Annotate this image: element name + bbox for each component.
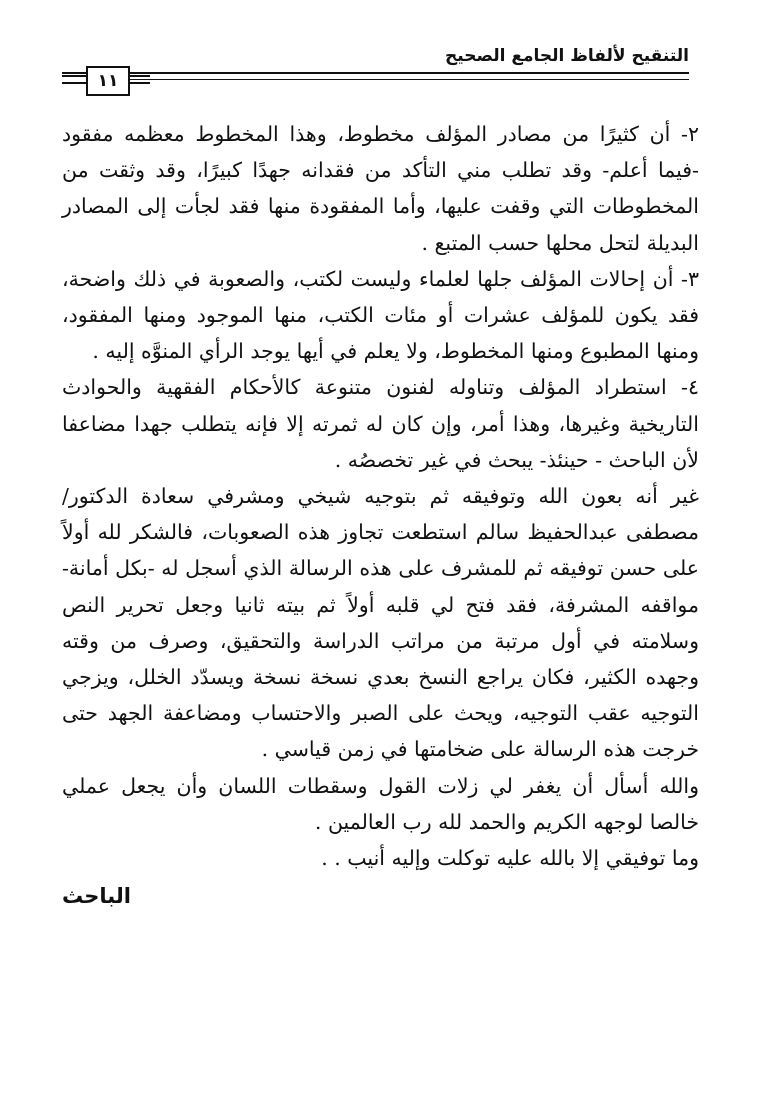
running-head-title: التنقيح لألفاظ الجامع الصحيح (445, 46, 689, 66)
author-signature: الباحث (62, 884, 131, 908)
header-rule-thin (122, 79, 689, 80)
page-number: ١١ (86, 66, 130, 96)
page-header (62, 38, 689, 98)
paragraph-point-2: ٢- أن كثيرًا من مصادر المؤلف مخطوط، وهذا المخطوط معظمه مفقود -فيما أعلم- وقد تطلب مني التأكد من فقدانه جهدًا كبيرًا، وقد وثقت من المخطوطات التي وقفت عليها، وأما المفقودة منها فقد لجأت إلى المصادر البديلة لتحل محلها حسب المتبع . (62, 122, 699, 255)
paragraph-closing: وما توفيقي إلا بالله عليه توكلت وإليه أنيب . . (321, 846, 699, 871)
header-rule-thick (62, 72, 689, 74)
page-number-frame (62, 66, 150, 96)
page-number-ornament-right (128, 75, 150, 84)
paragraph-point-4: ٤- استطراد المؤلف وتناوله لفنون متنوعة كالأحكام الفقهية والحوادث التاريخية وغيرها، وهذا أمر، وإن كان له ثمرته إلا فإنه يتطلب جهدا مضاعفا لأن الباحث - حينئذ- يبحث في غير تخصصُه . (62, 375, 699, 472)
paragraph-supplication: والله أسأل أن يغفر لي زلات القول وسقطات اللسان وأن يجعل عملي خالصا لوجهه الكريم والحمد لله رب العالمين . (62, 773, 699, 834)
paragraph-acknowledgement: غير أنه بعون الله وتوفيقه ثم بتوجيه شيخي ومشرفي سعادة الدكتور/ مصطفى عبدالحفيظ سالم استطعت تجاوز هذه الصعوبات، فالشكر لله أولاً على حسن توفيقه ثم للمشرف على هذه الرسالة الذي أسجل له -بكل أمانة- مواقفه المشرفة، فقد فتح لي قلبه أولاً ثم بيته ثانيا وجعل تحرير النص وسلامته في أول مرتبة من مراتب الدراسة والتحقيق، وصرف من وقته وجهده الكثير، فكان يراجع النسخ بعدي نسخة نسخة ويسدّد الخلل، ويزجي التوجيه عقب التوجيه، ويحث على الصبر والاحتساب ومضاعفة الجهد حتى خرجت هذه الرسالة على ضخامتها في زمن قياسي . (62, 484, 699, 762)
paragraph-point-3: ٣- أن إحالات المؤلف جلها لعلماء وليست لكتب، والصعوبة في ذلك واضحة، فقد يكون للمؤلف عشرات أو مئات الكتب، منها الموجود ومنها المفقود، ومنها المطبوع ومنها المخطوط، ولا يعلم في أيها يوجد الرأي المنوَّه إليه . (62, 266, 699, 364)
page-body (62, 116, 699, 876)
page-number-ornament-left (62, 75, 86, 84)
